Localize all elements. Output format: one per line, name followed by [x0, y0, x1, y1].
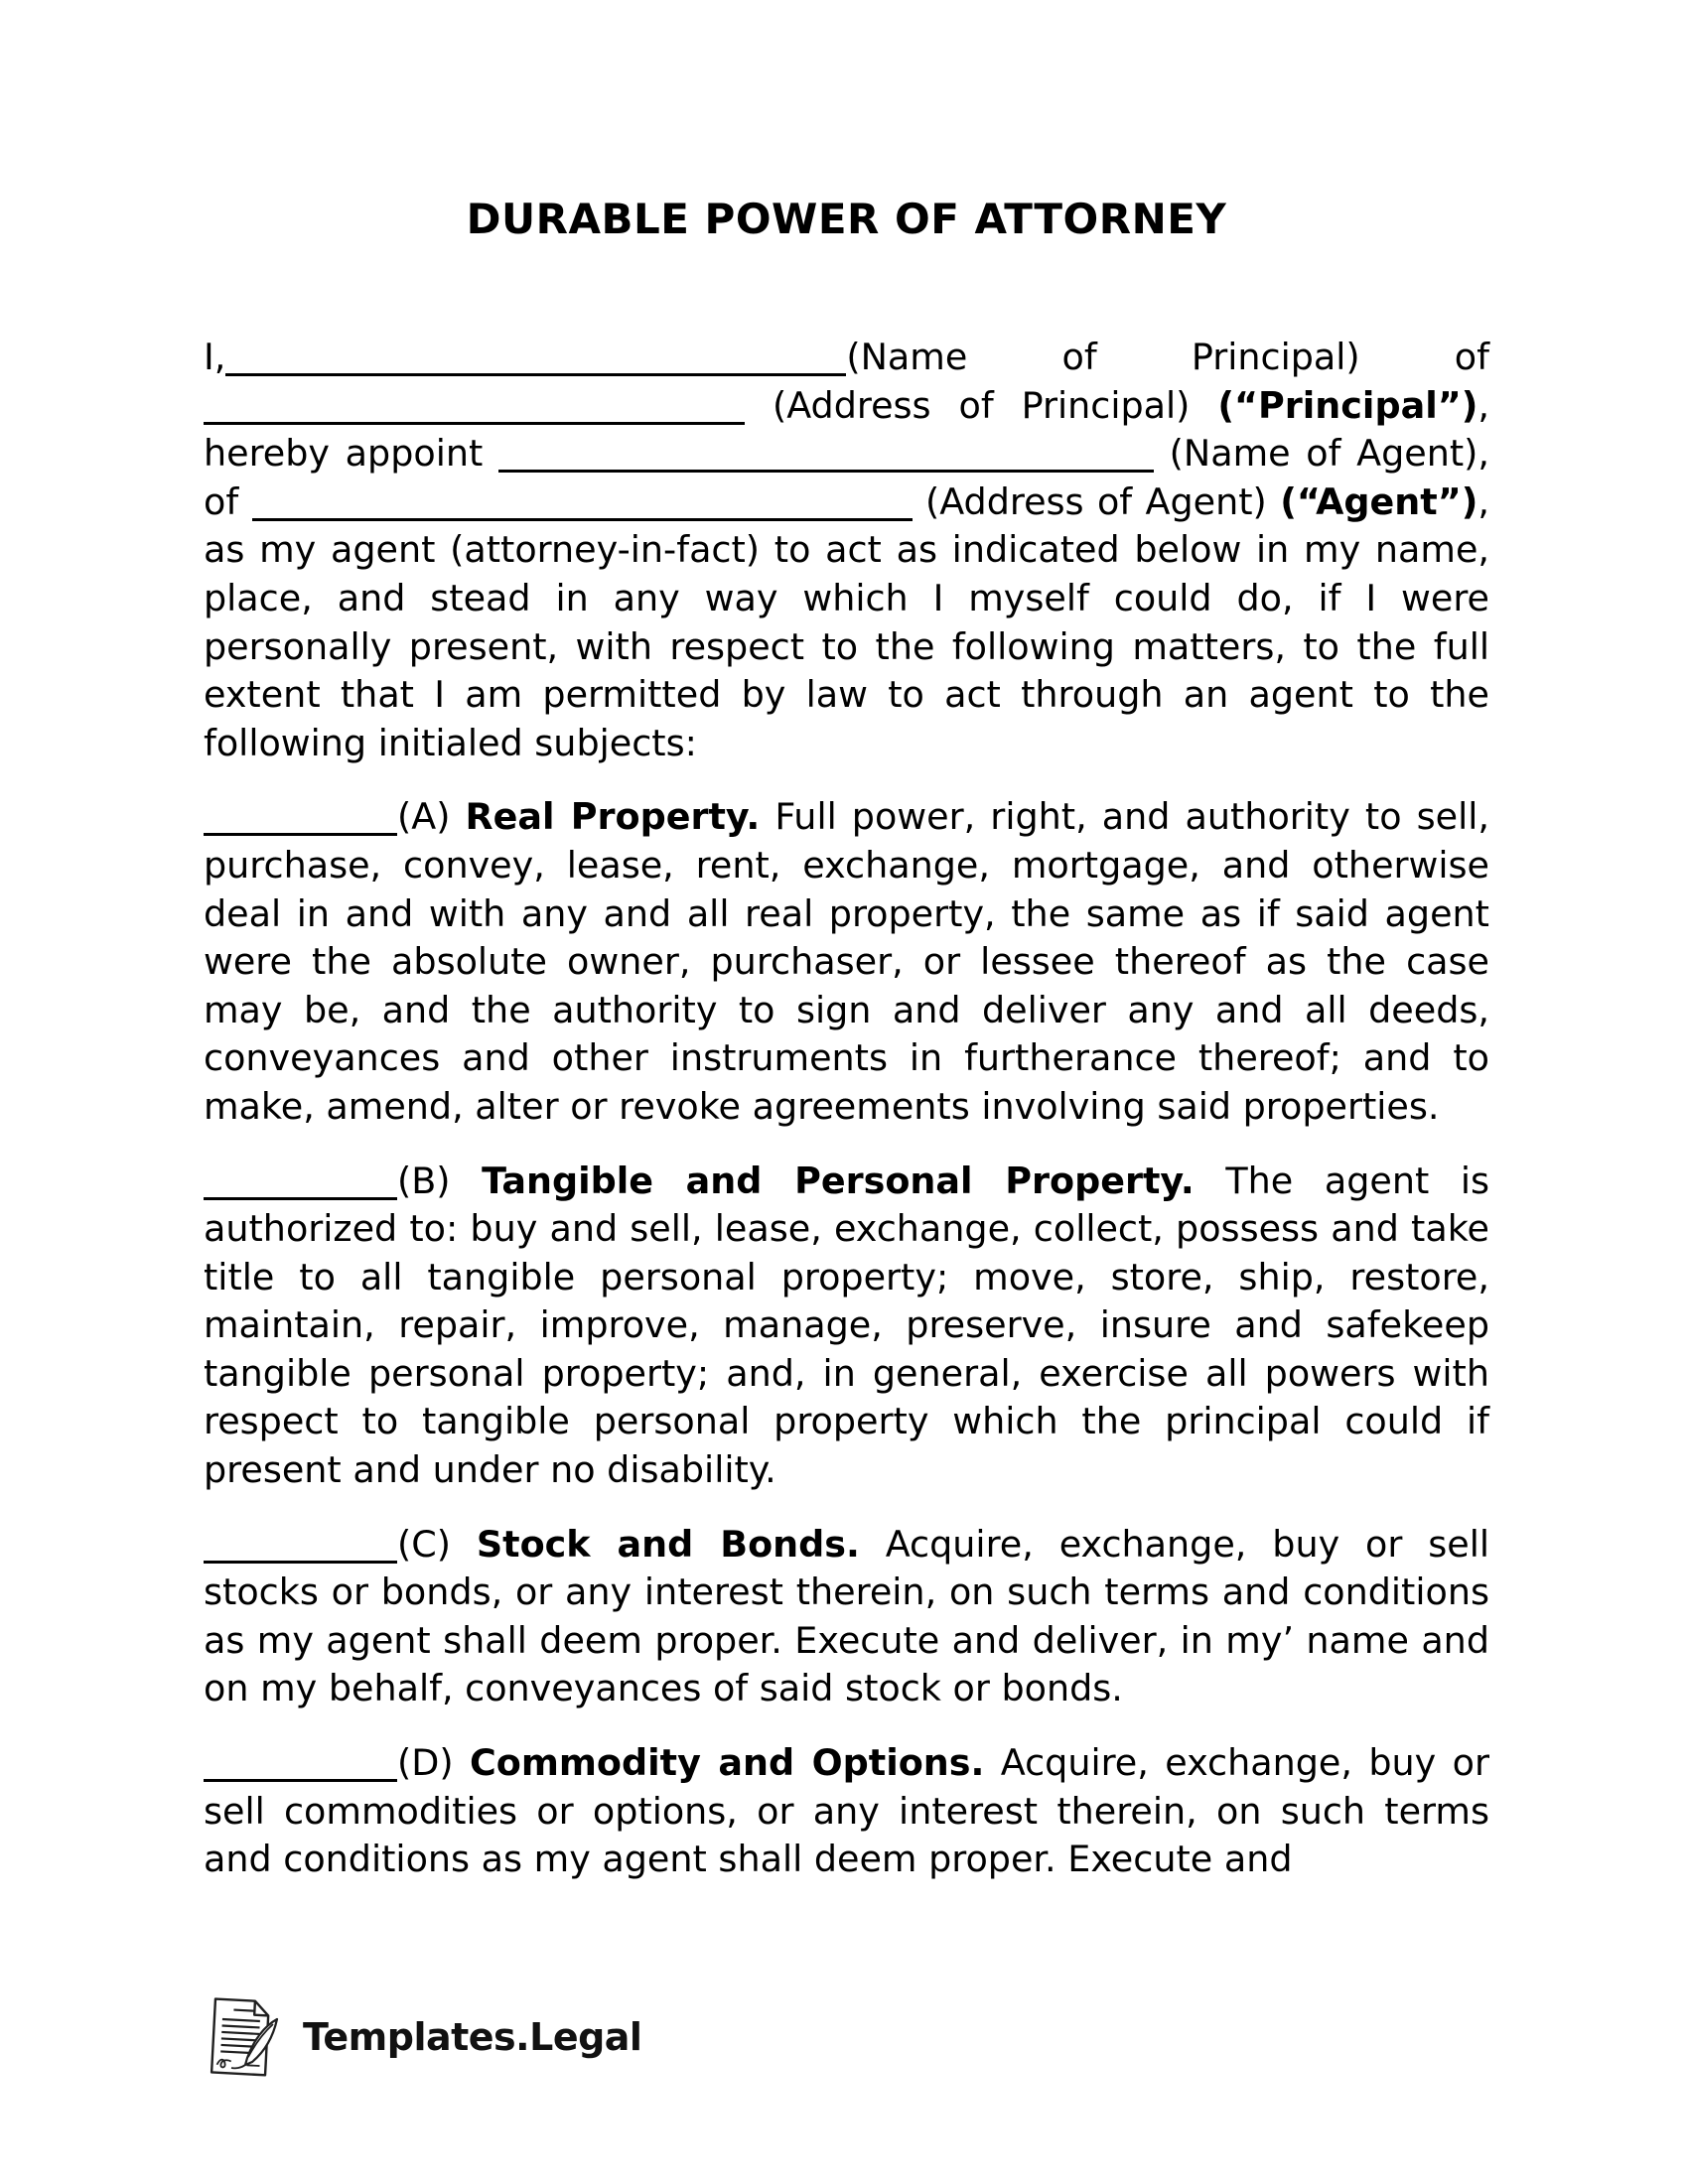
section-d-body: Acquire, exchange, buy or sell commodities or options, or any interest therein, on such terms and conditions as my agent shall deem proper. Execute and: [204, 1741, 1489, 1881]
initials-blank-a: [204, 833, 397, 836]
section-d-label: (D): [397, 1741, 454, 1785]
section-a-label: (A): [397, 795, 451, 839]
section-a: [204, 793, 1489, 1131]
initials-blank-b: [204, 1197, 397, 1200]
address-of-principal-label: (Address of Principal): [772, 383, 1191, 427]
name-of-agent-label: (Name of Agent), of: [204, 432, 1489, 523]
agent-term: (“Agent”): [1280, 479, 1478, 523]
document-title: DURABLE POWER OF ATTORNEY: [466, 195, 1227, 243]
intro-paragraph: [204, 334, 1489, 767]
intro-tail-text: , as my agent (attorney-in-fact) to act as indicated below in my name, place, and stead in any way which I myself could do, if I were personally present, with respect to the following matters, to the full extent that I am permitted by law to act through an agent to the following initialed subjects:: [204, 479, 1489, 764]
document-body: [204, 0, 1489, 1884]
section-c-body: Acquire, exchange, buy or sell stocks or bonds, or any interest therein, on such terms and conditions as my agent shall deem proper. Execute and deliver, in my’ name and on my behalf, conveyances of said stock or bonds.: [204, 1522, 1489, 1710]
name-of-principal-label: (Name of Principal) of: [846, 336, 1489, 378]
section-d: [204, 1739, 1489, 1884]
section-b: [204, 1158, 1489, 1495]
document-quill-icon: [202, 1993, 283, 2081]
initials-blank-d: [204, 1779, 397, 1782]
agent-address-blank: [252, 518, 913, 521]
address-of-agent-label: (Address of Agent): [924, 479, 1267, 523]
principal-address-blank: [204, 422, 745, 425]
section-b-label: (B): [397, 1159, 451, 1202]
brand-name: Templates.Legal: [303, 2015, 642, 2059]
section-c-label: (C): [397, 1522, 451, 1566]
section-a-heading: Real Property.: [465, 795, 761, 839]
principal-term: (“Principal”): [1217, 383, 1478, 427]
section-c-heading: Stock and Bonds.: [476, 1522, 860, 1566]
agent-name-blank: [498, 470, 1154, 473]
principal-name-blank: [225, 373, 846, 376]
section-a-body: Full power, right, and authority to sell, purchase, convey, lease, rent, exchange, mortgage, and otherwise deal in and with any and all real property, the same as if said agent were the absolute owner, purchaser, or lessee thereof as the case may be, and the authority to sign and deliver any and all deeds, conveyances and other instruments in furtherance thereof; and to make, amend, alter or revoke agreements involving said properties.: [204, 795, 1490, 1128]
initials-blank-c: [204, 1561, 397, 1564]
brand-footer: [202, 1993, 641, 2081]
intro-appoint-text: , hereby appoint: [204, 383, 1489, 476]
intro-lead: I,: [204, 336, 226, 378]
section-c: [204, 1521, 1489, 1713]
section-d-heading: Commodity and Options.: [469, 1741, 985, 1785]
section-b-body: The agent is authorized to: buy and sell, lease, exchange, collect, possess and take title to all tangible personal property; move, store, ship, restore, maintain, repair, improve, manage, preserve, insure and safekeep tangible personal property; and, in general, exercise all powers with respect to tangible personal property which the principal could if present and under no disability.: [204, 1159, 1490, 1492]
section-b-heading: Tangible and Personal Property.: [482, 1159, 1195, 1202]
